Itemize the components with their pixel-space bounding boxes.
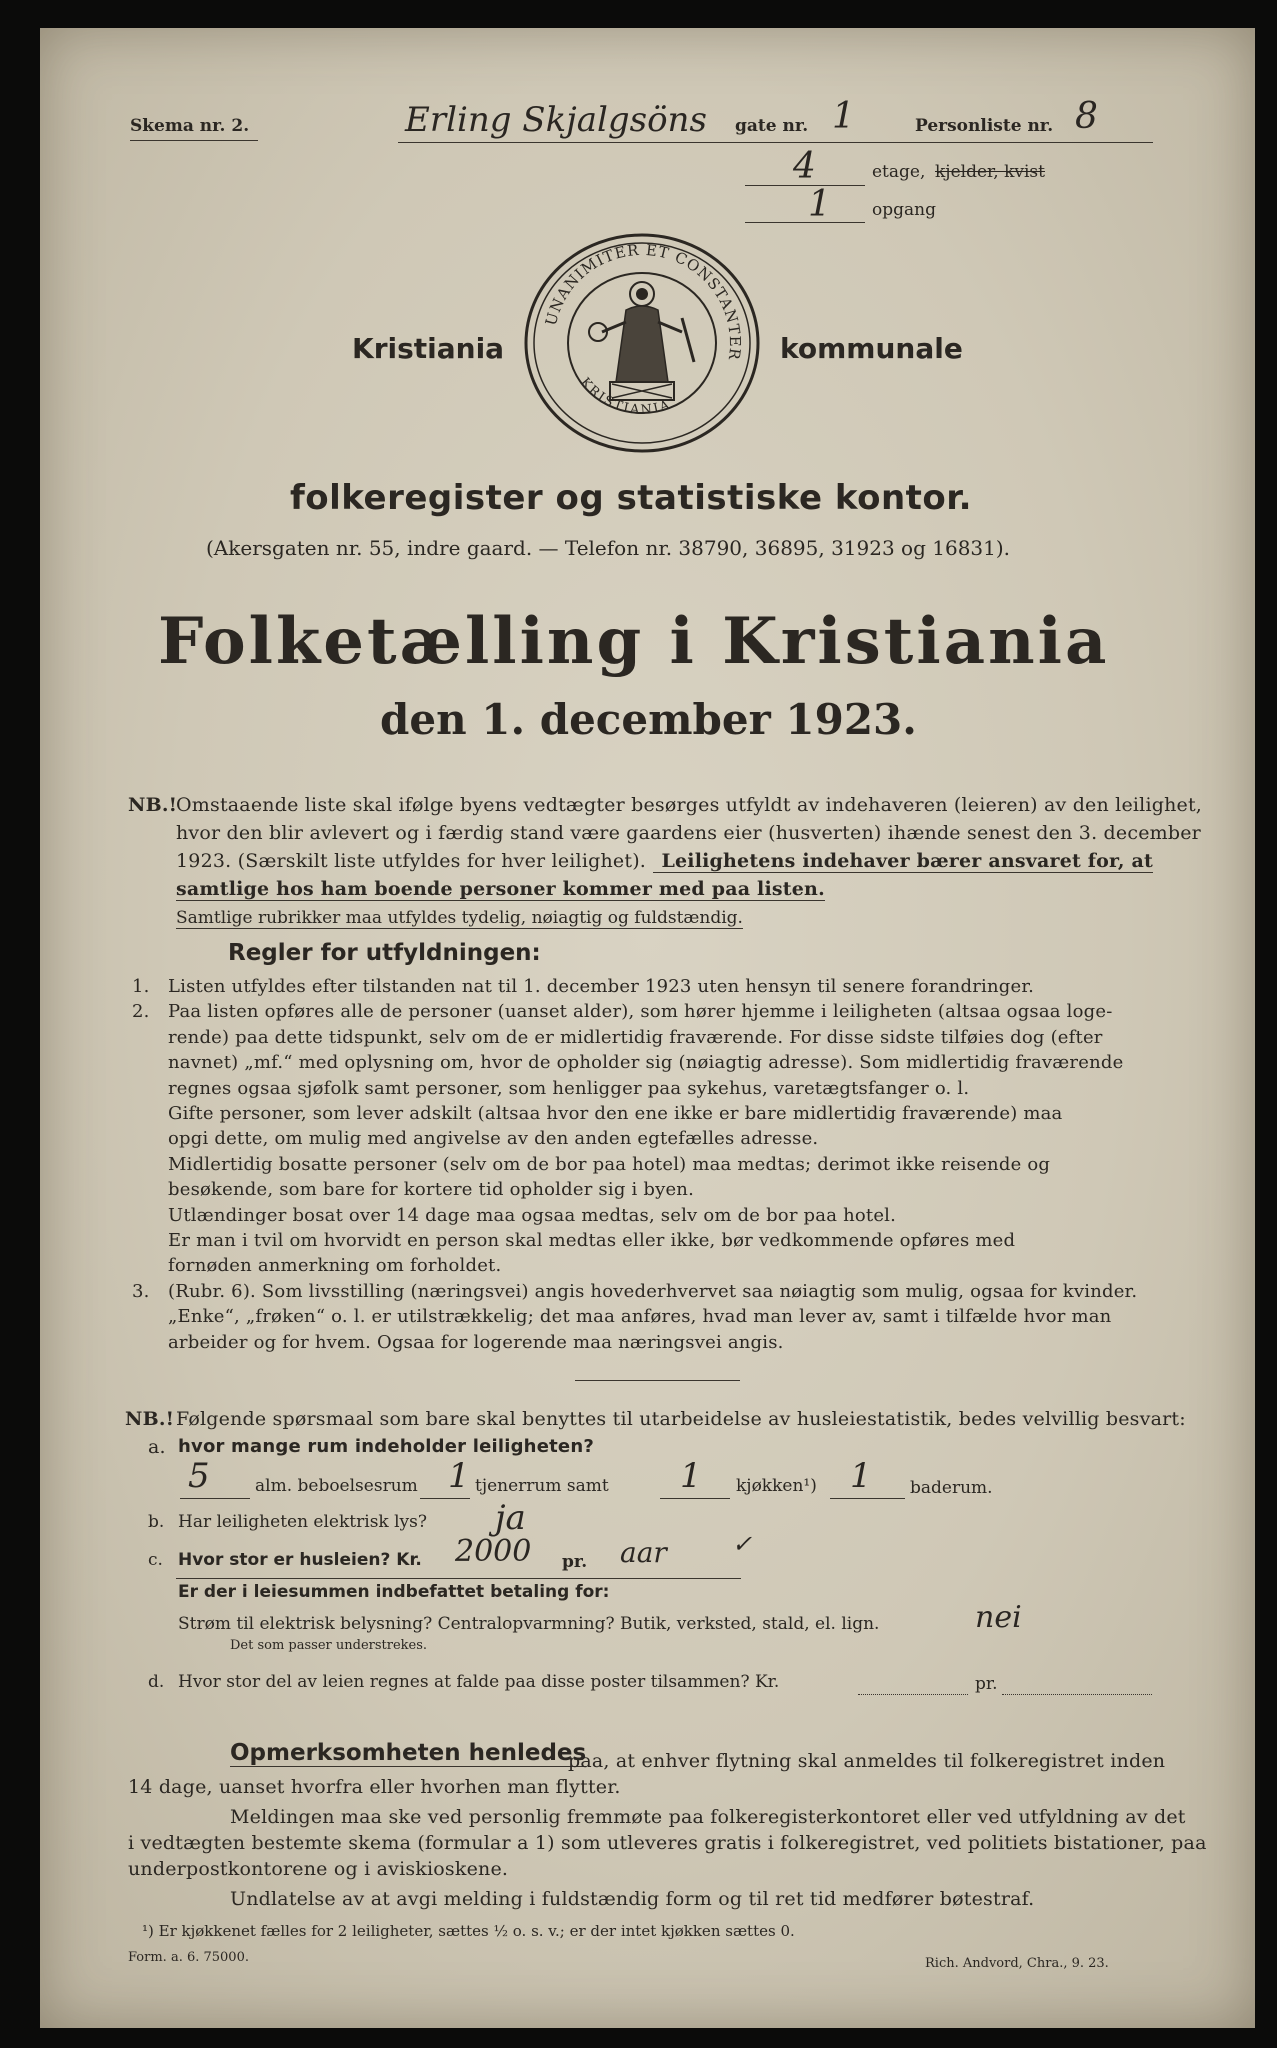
etage-underline [745, 185, 865, 186]
rule-number: 2. [132, 1001, 150, 1022]
rule-line: Paa listen opføres alle de personer (uanset alder), som hører hjemme i leiligheten (altsaa ogsaa loge- [168, 1001, 1113, 1022]
skema-number: Skema nr. 2. [130, 116, 250, 136]
q-b-question: Har leiligheten elektrisk lys? [178, 1512, 427, 1532]
notice-line-1: paa, at enhver flytning skal anmeldes til folkeregistret inden [568, 1750, 1166, 1772]
q-d-period-line [1002, 1694, 1152, 1695]
footnote: ¹) Er kjøkkenet fælles for 2 leiligheter, sættes ½ o. s. v.; er der intet kjøkken sættes 0. [142, 1922, 795, 1940]
kitchen-count-handwritten: 1 [680, 1456, 702, 1496]
rule-line: arbeider og for hvem. Ogsaa for logerende maa næringsvei angis. [168, 1332, 784, 1353]
q-c-sub-heading: Er der i leiesummen indbefattet betaling for: [178, 1582, 610, 1602]
q-c-items: Strøm til elektrisk belysning? Centralopvarmning? Butik, verksted, stald, el. lign. [178, 1614, 880, 1634]
q-d-question: Hvor stor del av leien regnes at falde paa disse poster tilsammen? Kr. [178, 1672, 780, 1692]
notice-line-6: Undlatelse av at avgi melding i fuldstændig form og til ret tid medfører bøtestraf. [230, 1888, 1035, 1910]
rent-checkmark: ✓ [732, 1530, 753, 1558]
rule-line: besøkende, som bare for kortere tid opholder sig i byen. [168, 1179, 695, 1200]
rooms-count-handwritten: 5 [188, 1456, 210, 1496]
printer-imprint: Rich. Andvord, Chra., 9. 23. [925, 1956, 1109, 1971]
rooms-label: alm. beboelsesrum [255, 1476, 418, 1496]
notice-line-4: i vedtægten bestemte skema (formular a 1) som utleveres gratis i folkeregistret, ved politiets bistationer, paa [128, 1832, 1207, 1854]
nb1-line-3: 1923. (Særskilt liste utfyldes for hver leilighet). [176, 850, 647, 872]
q-d-label: d. [148, 1672, 165, 1692]
notice-heading: Opmerksomheten henledes [230, 1740, 587, 1766]
bathroom-underline [830, 1498, 905, 1499]
q-d-per-label: pr. [975, 1674, 998, 1694]
personliste-label: Personliste nr. [915, 116, 1054, 136]
notice-line-5: underpostkontorene og i aviskioskene. [128, 1858, 509, 1880]
rule-line: regnes ogsaa sjøfolk samt personer, som henligger paa sykehus, varetægtsfanger o. l. [168, 1078, 970, 1099]
rent-per-label: pr. [562, 1552, 588, 1572]
etage-struck-options: kjelder, kvist [935, 162, 1045, 182]
rule-line: Gifte personer, som lever adskilt (altsaa hvor den ene ikke er bare midlertidig fraværende) maa [168, 1103, 1063, 1124]
rule-line: Er man i tvil om hvorvidt en person skal medtas eller ikke, bør vedkommende opføres med [168, 1230, 1016, 1251]
nb1-line-4: Leilighetens indehaver bærer ansvaret for, at [653, 850, 1153, 873]
rooms-underline [180, 1498, 250, 1499]
rule-line: (Rubr. 6). Som livsstilling (næringsvei) angis hovederhvervet saa nøiagtig som mulig, ogsaa for kvinder. [168, 1281, 1138, 1302]
rent-underline [176, 1578, 741, 1579]
etage-label: etage, [872, 162, 926, 182]
servant-rooms-handwritten: 1 [448, 1456, 470, 1496]
nb2-intro: Følgende spørsmaal som bare skal benyttes til utarbeidelse av husleiestatistik, bedes velvillig besvart: [176, 1408, 1186, 1430]
nb2-label: NB.! [125, 1408, 175, 1430]
q-d-amount-line [858, 1694, 968, 1695]
census-title: Folketælling i Kristiania [158, 604, 1110, 679]
seal-bottom-text: KRISTIANIA [577, 375, 674, 418]
opgang-number-handwritten: 1 [808, 184, 831, 225]
rule-line: Listen utfyldes efter tilstanden nat til 1. december 1923 uten hensyn til senere forandringer. [168, 976, 1035, 997]
etage-number-handwritten: 4 [793, 146, 816, 187]
form-number: Form. a. 6. 75000. [128, 1950, 249, 1965]
gate-number-handwritten: 1 [832, 96, 855, 137]
q-a-label: a. [148, 1436, 166, 1458]
kommunale-label: kommunale [780, 332, 963, 365]
electric-light-answer: ja [495, 1498, 526, 1538]
servant-underline [420, 1498, 470, 1499]
rule-line: „Enke“, „frøken“ o. l. er utilstrækkelig; det maa anføres, hvad man lever av, samt i tilfælde hvor man [168, 1306, 1112, 1327]
personliste-number-handwritten: 8 [1075, 96, 1098, 137]
seal-ring-text: UNANIMITER ET CONSTANTER [541, 240, 745, 362]
rule-line: opgi dette, om mulig med angivelse av den anden egtefælles adresse. [168, 1128, 819, 1149]
notice-line-3: Meldingen maa ske ved personlig fremmøte paa folkeregisterkontoret eller ved utfyldning av det [230, 1806, 1186, 1828]
rule-number: 1. [132, 976, 150, 997]
nb1-line-6: Samtlige rubrikker maa utfyldes tydelig, nøiagtig og fuldstændig. [176, 908, 743, 928]
rent-amount-handwritten: 2000 [455, 1534, 532, 1569]
q-b-label: b. [148, 1512, 165, 1532]
bathroom-label: baderum. [910, 1478, 993, 1498]
office-address: (Akersgaten nr. 55, indre gaard. — Telefon nr. 38790, 36895, 31923 og 16831). [206, 536, 1011, 560]
rent-period-handwritten: aar [620, 1536, 667, 1569]
office-name: folkeregister og statistiske kontor. [290, 478, 973, 518]
q-a-question: hvor mange rum indeholder leiligheten? [178, 1436, 594, 1457]
kitchen-label: kjøkken¹) [736, 1476, 817, 1496]
rule-line: Utlændinger bosat over 14 dage maa ogsaa medtas, selv om de bor paa hotel. [168, 1205, 897, 1226]
header-underline [398, 142, 1153, 143]
notice-line-2: 14 dage, uanset hvorfra eller hvorhen man flytter. [128, 1776, 621, 1798]
nb1-label: NB.! [128, 794, 178, 816]
skema-underline [130, 140, 258, 141]
nb1-line-2: hvor den blir avlevert og i færdig stand være gaardens eier (husverten) ihænde senest den 3. december [176, 822, 1201, 844]
kitchen-underline [660, 1498, 730, 1499]
kristiania-label: Kristiania [352, 332, 505, 365]
rule-number: 3. [132, 1281, 150, 1302]
rule-line: Midlertidig bosatte personer (selv om de bor paa hotel) maa medtas; derimot ikke reisende og [168, 1154, 1051, 1175]
q-c-label: c. [148, 1550, 163, 1570]
opgang-label: opgang [872, 200, 936, 220]
included-items-answer: nei [975, 1600, 1022, 1635]
census-date: den 1. december 1923. [380, 695, 917, 744]
bathroom-count-handwritten: 1 [850, 1456, 872, 1496]
gate-label: gate nr. [735, 116, 809, 136]
q-c-note: Det som passer understrekes. [230, 1638, 428, 1653]
opgang-underline [745, 222, 865, 223]
section-divider [575, 1380, 740, 1381]
servant-rooms-label: tjenerrum samt [475, 1476, 609, 1496]
nb1-line-1: Omstaaende liste skal ifølge byens vedtægter besørges utfyldt av indehaveren (leieren) av den leilighet, [176, 794, 1203, 816]
nb1-line-5: samtlige hos ham boende personer kommer med paa listen. [176, 878, 825, 900]
q-c-question: Hvor stor er husleien? Kr. [178, 1550, 422, 1570]
rule-line: rende) paa dette tidspunkt, selv om de er midlertidig fraværende. For disse sidste tilføies dog (efter [168, 1027, 1103, 1048]
rule-line: navnet) „mf.“ med oplysning om, hvor de opholder sig (nøiagtig adresse). Som midlertidig fraværende [168, 1052, 1124, 1073]
rule-line: fornøden anmerkning om forholdet. [168, 1255, 502, 1276]
city-seal-emblem [522, 232, 762, 454]
street-name-handwritten: Erling Skjalgsöns [405, 100, 707, 140]
rules-heading: Regler for utfyldningen: [228, 940, 541, 966]
